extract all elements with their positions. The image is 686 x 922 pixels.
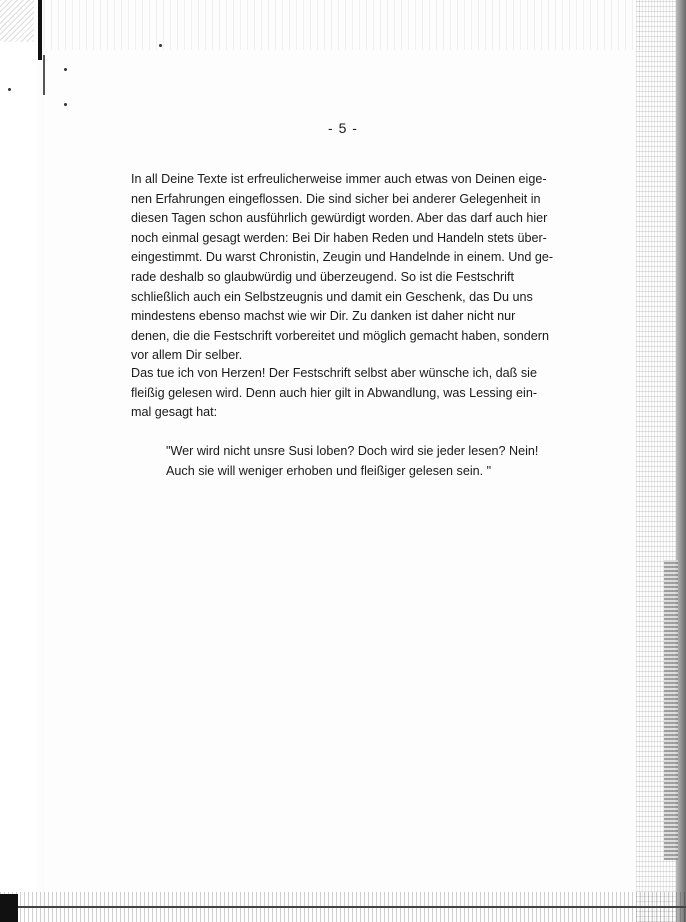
text-line: schließlich auch ein Selbstzeugnis und damit ein Geschenk, das Du uns [131,289,533,304]
scan-left-edge [0,0,44,922]
scan-right-edge [636,0,686,922]
scan-speck [64,68,67,71]
text-line: In all Deine Texte ist erfreulicherweise immer auch etwas von Deinen eige- [131,172,547,186]
lessing-quote [166,441,566,481]
paragraph-1 [131,170,561,366]
text-line: diesen Tagen schon ausführlich gewürdigt worden. Aber das darf auch hier [131,211,548,226]
scan-right-strip [664,560,678,860]
text-line: denen, die die Festschrift vorbereitet und möglich gemacht haben, sondern [131,328,549,343]
paragraph-2 [131,364,561,423]
text-line: vor allem Dir selber. [131,348,243,363]
scan-speck [64,103,67,106]
scan-top-noise [44,0,644,50]
scan-corner-noise [0,0,34,42]
quote-line: Auch sie will weniger erhoben und fleißiger gelesen sein. " [166,464,492,478]
text-line: rade deshalb so glaubwürdig und überzeugend. So ist die Festschrift [131,269,514,284]
text-line: nen Erfahrungen eingeflossen. Die sind sicher bei anderer Gelegenheit in [131,191,541,206]
text-line: mal gesagt hat: [131,405,218,420]
scan-bottom-line [0,906,686,908]
text-line: fleißig gelesen wird. Denn auch hier gilt in Abwandlung, was Lessing ein- [131,385,538,400]
text-line: mindestens ebenso machst wie wir Dir. Zu danken ist daher nicht nur [131,309,516,324]
scan-binding-mark [38,0,42,60]
scan-speck [159,44,162,47]
text-line: eingestimmt. Du warst Chronistin, Zeugin und Handelnde in einem. Und ge- [131,250,554,265]
scan-bottom-corner [0,894,18,922]
text-line: noch einmal gesagt werden: Bei Dir haben Reden und Handeln stets über- [131,230,547,245]
text-line: Das tue ich von Herzen! Der Festschrift selbst aber wünsche ich, daß sie [131,366,537,380]
page-number: - 5 - [328,120,358,136]
quote-line: "Wer wird nicht unsre Susi loben? Doch wird sie jeder lesen? Nein! [166,444,539,458]
scan-binding-mark-secondary [43,55,45,95]
scan-bottom-edge [0,892,686,922]
scan-speck [8,88,11,91]
